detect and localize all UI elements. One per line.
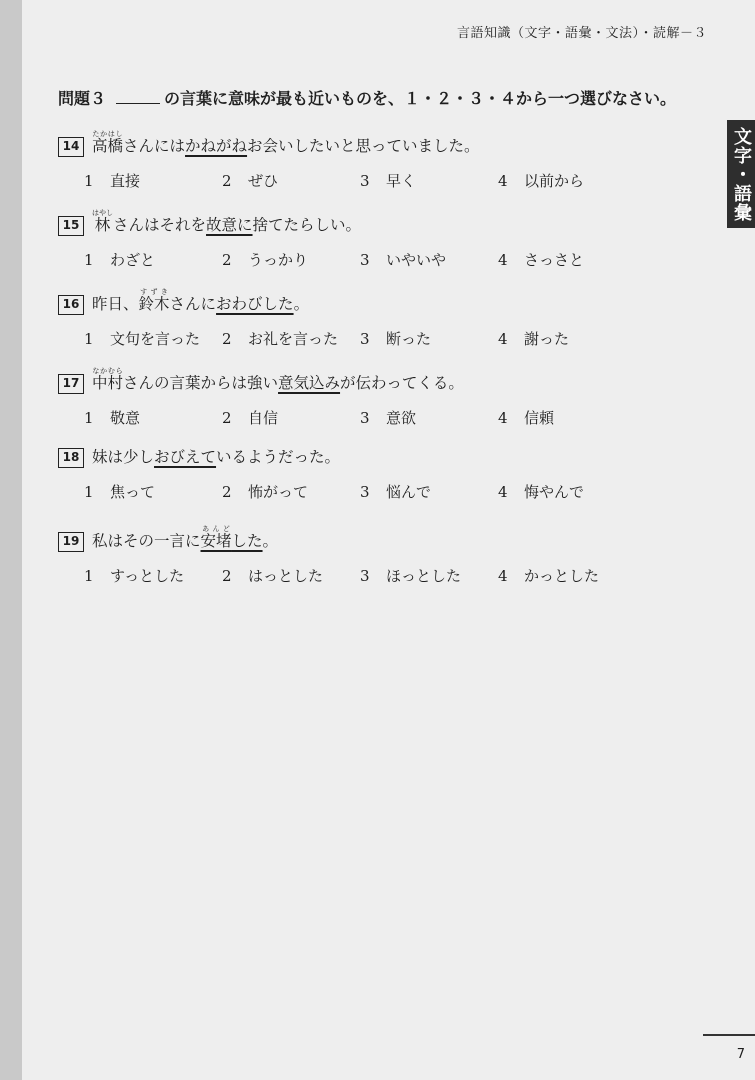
option-2[interactable]: 2 自信 bbox=[222, 409, 279, 427]
question-17 bbox=[58, 367, 678, 429]
options bbox=[58, 565, 678, 587]
option-2[interactable]: 2 お礼を言った bbox=[222, 330, 339, 348]
furigana: 中村なかむら bbox=[92, 367, 124, 392]
option-1[interactable]: 1 焦って bbox=[84, 483, 156, 501]
option-3[interactable]: 3 断った bbox=[360, 330, 432, 348]
option-3[interactable]: 3 意欲 bbox=[360, 409, 417, 427]
question-14 bbox=[58, 130, 678, 192]
underlined-target: かねがね bbox=[185, 137, 248, 155]
question-stem: 14 高橋たかはし さんには かねがね お会いしたいと思っていました。 bbox=[58, 130, 678, 158]
question-stem: 17 中村なかむら さんの言葉からは強い 意気込み が伝わってくる。 bbox=[58, 367, 678, 395]
furigana: 林はやし bbox=[92, 209, 113, 234]
underlined-target: 安堵あんどした bbox=[200, 525, 263, 550]
furigana: 高橋たかはし bbox=[92, 130, 124, 155]
footer-rule bbox=[703, 1034, 755, 1036]
option-3[interactable]: 3 いやいや bbox=[360, 251, 447, 269]
question-number: 19 bbox=[58, 532, 84, 552]
options bbox=[58, 249, 678, 271]
option-4[interactable]: 4 信頼 bbox=[498, 409, 555, 427]
question-number: 18 bbox=[58, 448, 84, 468]
options bbox=[58, 481, 678, 503]
option-1[interactable]: 1 直接 bbox=[84, 172, 141, 190]
option-3[interactable]: 3 早く bbox=[360, 172, 417, 190]
option-3[interactable]: 3 ほっとした bbox=[360, 567, 462, 585]
option-4[interactable]: 4 以前から bbox=[498, 172, 585, 190]
question-15 bbox=[58, 209, 678, 271]
page-number: 7 bbox=[736, 1047, 745, 1062]
option-4[interactable]: 4 かっとした bbox=[498, 567, 600, 585]
option-2[interactable]: 2 はっとした bbox=[222, 567, 324, 585]
question-stem: 16 昨日、 鈴木すずき さんに おわびした 。 bbox=[58, 288, 678, 316]
question-19 bbox=[58, 525, 678, 587]
underlined-target: 意気込み bbox=[278, 374, 341, 392]
question-stem: 18 妹は少し おびえて いるようだった。 bbox=[58, 446, 678, 469]
option-1[interactable]: 1 わざと bbox=[84, 251, 156, 269]
option-3[interactable]: 3 悩んで bbox=[360, 483, 432, 501]
question-18 bbox=[58, 446, 678, 503]
option-2[interactable]: 2 怖がって bbox=[222, 483, 309, 501]
options bbox=[58, 328, 678, 350]
question-stem: 15 林はやし さんはそれを 故意に 捨てたらしい。 bbox=[58, 209, 678, 237]
option-1[interactable]: 1 すっとした bbox=[84, 567, 185, 585]
option-4[interactable]: 4 謝った bbox=[498, 330, 570, 348]
question-number: 17 bbox=[58, 374, 84, 394]
question-number: 15 bbox=[58, 216, 84, 236]
question-number: 16 bbox=[58, 295, 84, 315]
option-1[interactable]: 1 敬意 bbox=[84, 409, 141, 427]
question-number: 14 bbox=[58, 137, 84, 157]
page-header: 言語知識（文字・語彙・文法）・読解－３ bbox=[456, 26, 707, 41]
option-2[interactable]: 2 うっかり bbox=[222, 251, 309, 269]
options bbox=[58, 170, 678, 192]
furigana: 鈴木すずき bbox=[138, 288, 170, 313]
furigana: 安堵あんど bbox=[200, 525, 232, 550]
option-4[interactable]: 4 さっさと bbox=[498, 251, 585, 269]
answer-blank bbox=[116, 90, 160, 104]
underlined-target: おわびした bbox=[216, 295, 294, 313]
option-4[interactable]: 4 悔やんで bbox=[498, 483, 585, 501]
underlined-target: 故意に bbox=[206, 216, 253, 234]
instruction-text: の言葉に意味が最も近いものを、１・２・３・４から一つ選びなさい。 bbox=[164, 89, 677, 108]
option-1[interactable]: 1 文句を言った bbox=[84, 330, 201, 348]
page-gutter-shadow bbox=[0, 0, 22, 1080]
section-tab: 文字・語彙 bbox=[727, 120, 755, 228]
question-16 bbox=[58, 288, 678, 350]
options bbox=[58, 407, 678, 429]
instruction bbox=[58, 86, 678, 109]
underlined-target: おびえて bbox=[154, 448, 217, 466]
question-stem: 19 私はその一言に 安堵あんどした 。 bbox=[58, 525, 678, 553]
option-2[interactable]: 2 ぜひ bbox=[222, 172, 279, 190]
problem-label: 問題３ bbox=[58, 89, 107, 108]
